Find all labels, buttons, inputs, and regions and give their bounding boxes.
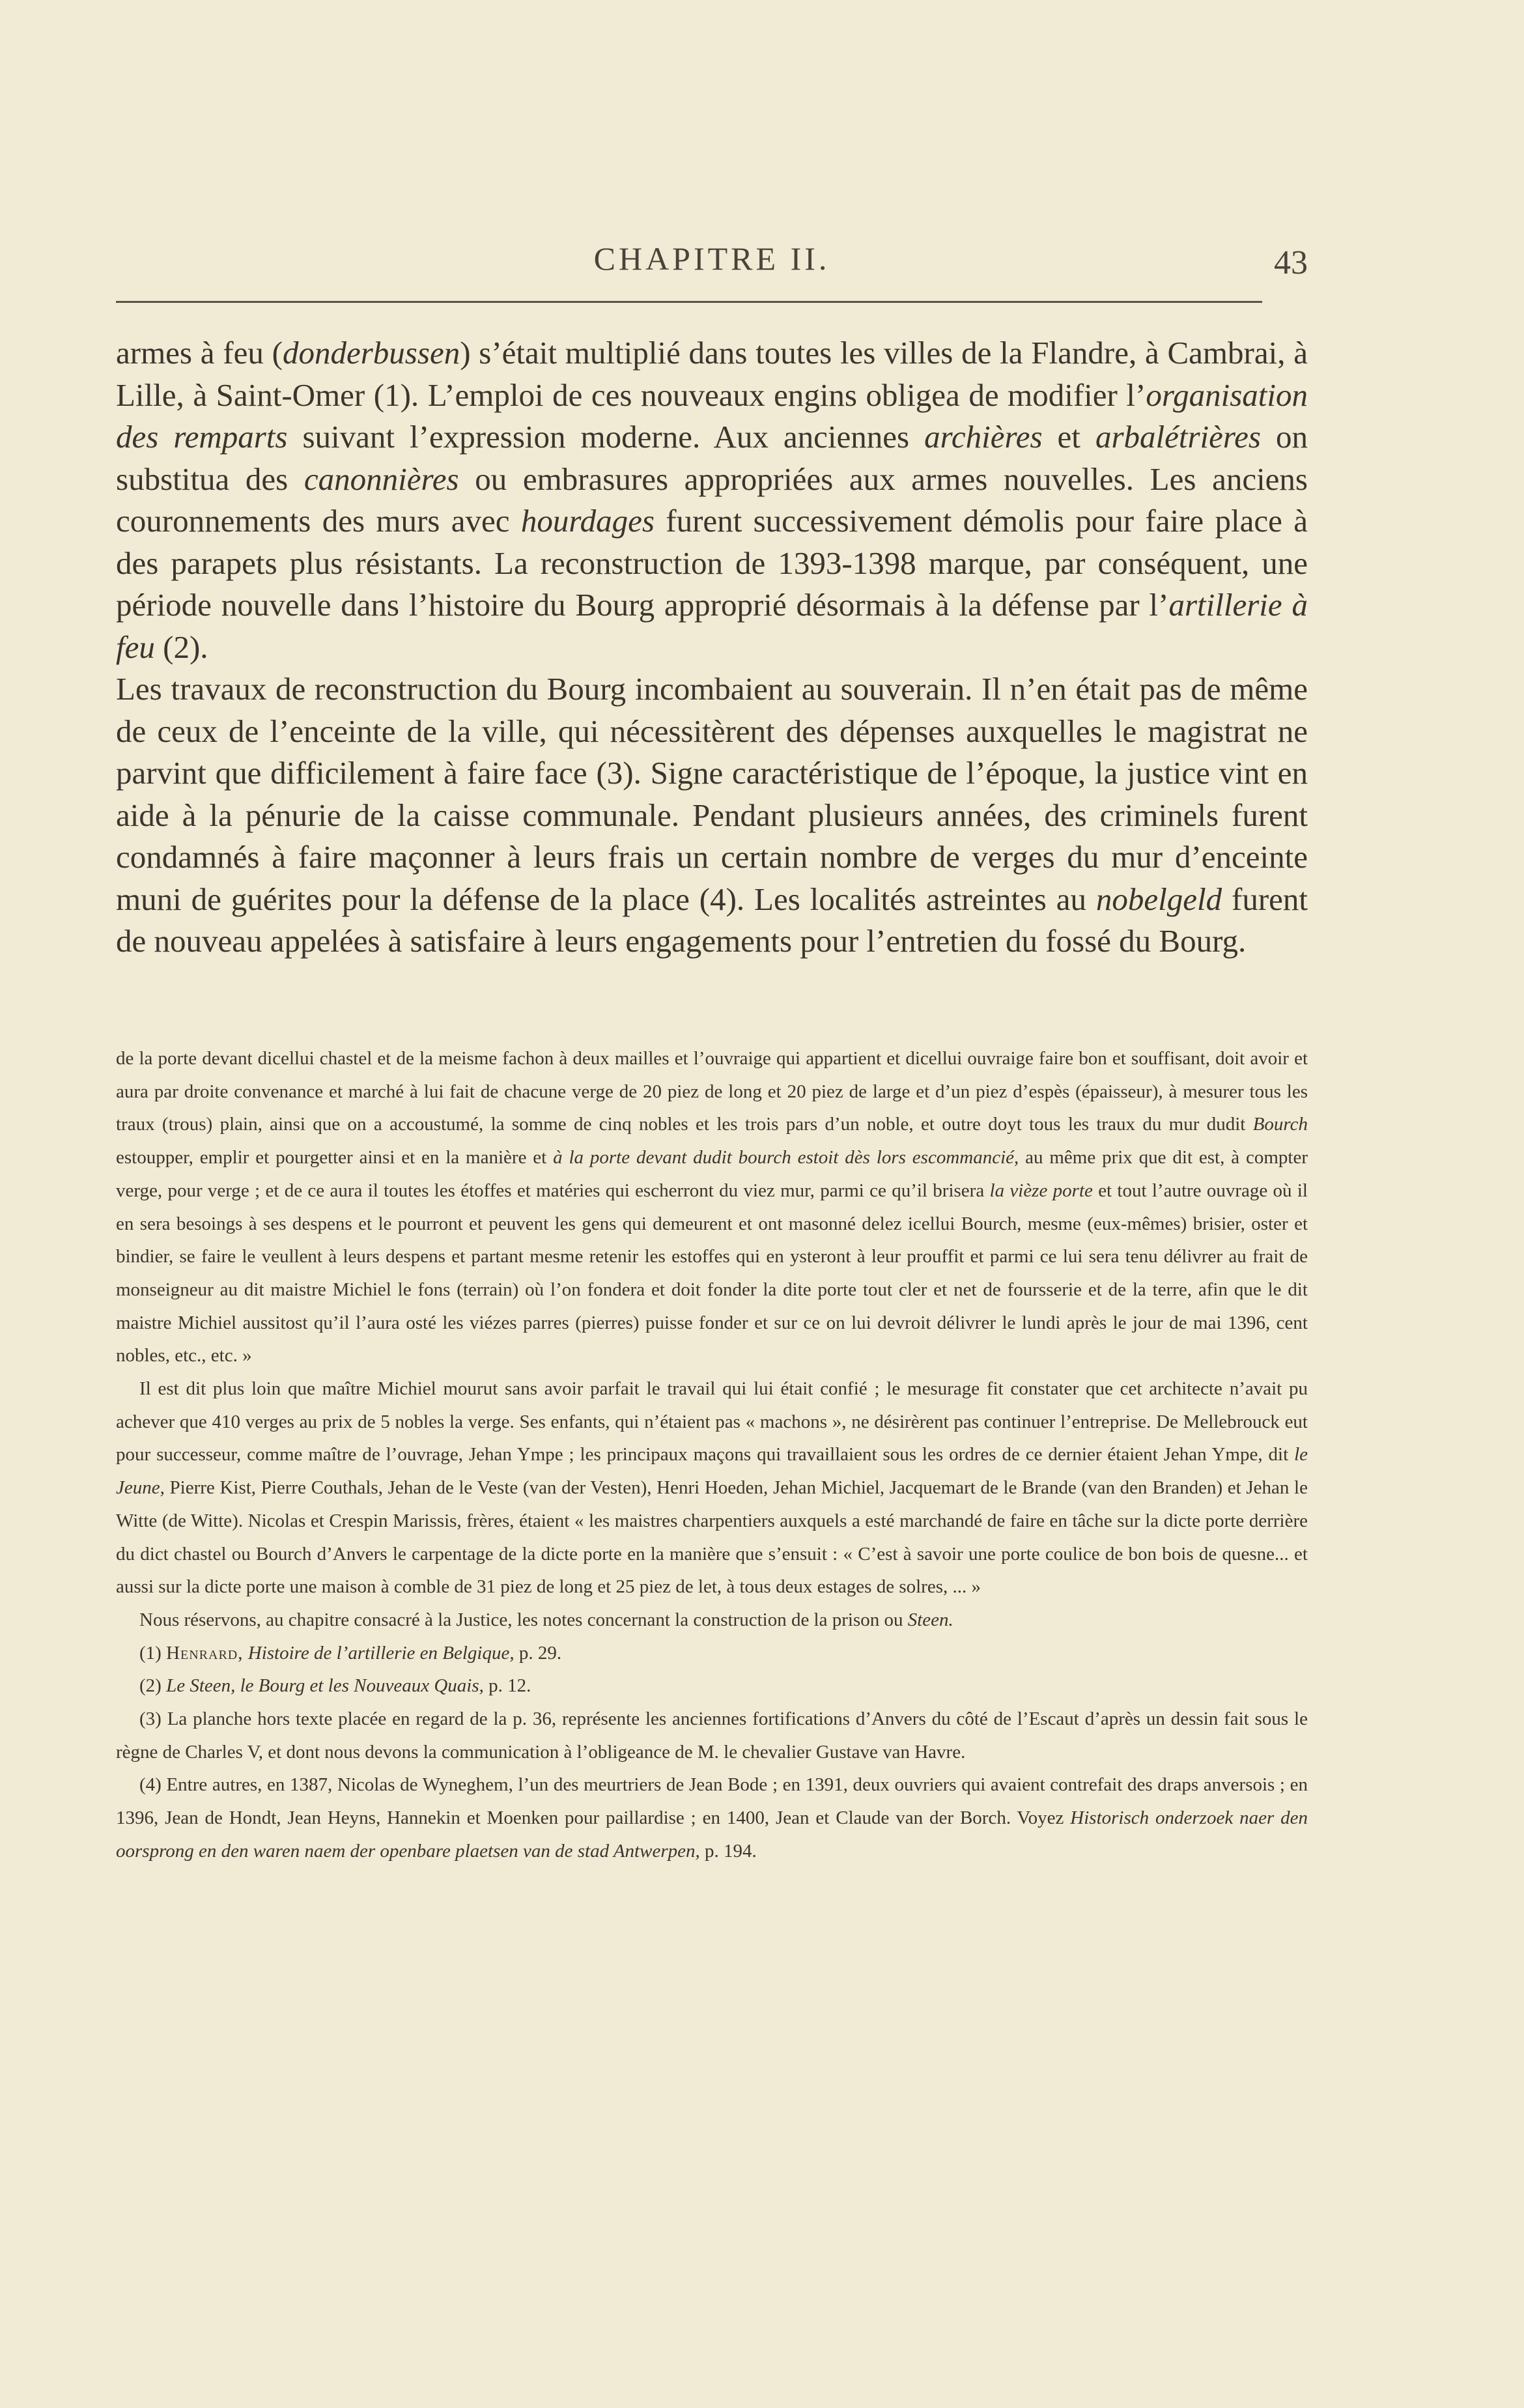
footnotes (116, 1042, 1308, 1868)
note-continuation (116, 1042, 1308, 1372)
footnote-title: Le Steen, le Bourg et les Nouveaux Quais, (166, 1675, 484, 1697)
footnote-number: (4) (139, 1774, 162, 1796)
text-run: et (1042, 419, 1095, 455)
italic-term: donderbussen (282, 335, 460, 371)
italic-term: à la porte devant dudit bourch estoit dès lors escommancié, (553, 1147, 1019, 1169)
text-run: Entre autres, en 1387, Nicolas de Wyneghem, l’un des meurtriers de Jean Bode ; en 1391, deux ouvriers qui avaient contrefait des draps anversois ; en 1396, Jean de Hondt, Jean Heyns, Hannekin et Moenken pour paillardise ; en 1400, Jean et Claude van der Borch. Voyez (116, 1774, 1308, 1829)
text-run: La planche hors texte placée en regard de la p. 36, représente les anciennes fortifications d’Anvers du côté de l’Escaut d’après un dessin fait sous le règne de Charles V, et dont nous devons la communication à l’obligeance de M. le chevalier Gustave van Havre. (116, 1708, 1308, 1763)
italic-term: Bourch (1252, 1114, 1308, 1135)
footnote-4 (116, 1768, 1308, 1867)
footnote-1 (116, 1637, 1308, 1670)
italic-term: le Jeune, (116, 1444, 1308, 1499)
footnote-number: (1) (139, 1642, 162, 1664)
paragraph-2 (116, 668, 1308, 963)
text-run: et tout l’autre ouvrage où il en sera besoings à ses despens et le pourront et peuvent les gens qui demeurent et ont masonné delez icellui Bourch, mesme (eux-mêmes) brisier, oster et bindier, se faire le veullent à leurs despens et partant mesme retenir les estoffes qui en ysteront à leur prouffit et parmi ce lui sera tenu délivrer au frait de monseigneur au dit maistre Michiel le fons (terrain) où l’on fondera et doit fonder la dite porte tout cler et net de foursserie et de la terre, afin que le dit maistre Michiel aussitost qu’il l’aura osté les viézes parres (pierres) puisse fonder et sur ce on lui devroit délivrer le lundi après le jour de mai 1396, cent nobles, etc., etc. » (116, 1180, 1308, 1367)
text-run: au même prix que dit est, à compter verge, pour verge ; et de ce aura il toutes les étoffes et matéries qui escherront du viez mur, parmi ce qu’il brisera (116, 1147, 1308, 1201)
text-run: p. 194. (699, 1840, 757, 1862)
text-run: suivant l’expression moderne. Aux anciennes (287, 419, 925, 455)
text-run: de la porte devant dicellui chastel et de la meisme fachon à deux mailles et l’ouvraige qui appartient et dicellui ouvraige faire bon et souffisant, doit avoir et aura par droite convenance et marché à lui fait de chacune verge de 20 piez de long et 20 piez de large et d’un piez d’espès (épaisseur), à mesurer tous les traux (trous) plain, ainsi que on a accoustumé, la somme de cinq nobles et les trois pars d’un noble, et outre doyt tous les traux du mur dudit (116, 1048, 1308, 1135)
text-run: ou embrasures appropriées aux armes nouvelles. Les anciens couronnements des murs avec (116, 460, 1308, 539)
italic-term: artillerie à feu (116, 587, 1308, 665)
text-run: furent successivement démolis pour faire place à des parapets plus résistants. La reconstruction de 1393-1398 marque, par conséquent, une période nouvelle dans l’histoire du Bourg approprié désormais à la défense par l’ (116, 503, 1308, 623)
page-header (116, 228, 1308, 293)
footnote-number: (3) (139, 1708, 162, 1730)
footnote-2 (116, 1669, 1308, 1703)
footnote-3 (116, 1703, 1308, 1768)
italic-term: la vièze porte (989, 1180, 1093, 1201)
main-text (116, 332, 1308, 963)
text-run: p. 29. (514, 1642, 562, 1664)
text-run: Pierre Kist, Pierre Couthals, Jehan de le Veste (van der Vesten), Henri Hoeden, Jehan Michiel, Jacquemart de le Brande (van den Branden) et Jehan le Witte (de Witte). Nicolas et Crespin Marissis, frères, étaient « les maistres charpentiers auxquels a esté marchandé de faire en tâche sur la dicte porte derrière du dict chastel ou Bourch d’Anvers le carpentage de la dicte porte en la manière que s’ensuit : « C’est à savoir une porte coulice de bon bois de quesne... et aussi sur la dicte porte une maison à comble de 31 piez de long et 25 piez de let, à tous deux estages de solres, ... » (116, 1477, 1308, 1598)
text-run: ) s’était multiplié dans toutes les villes de la Flandre, à Cambrai, à Lille, à Saint-Omer (1). L’emploi de ces nouveaux engins obligea de modifier l’ (116, 335, 1308, 413)
italic-term: arbalétrières (1095, 419, 1261, 455)
note-paragraph (116, 1372, 1308, 1604)
text-run: p. 12. (483, 1675, 531, 1697)
italic-term: Steen. (907, 1609, 953, 1630)
italic-term: archières (924, 419, 1043, 455)
text-run: (2). (154, 629, 208, 665)
paragraph-1 (116, 332, 1308, 668)
note-paragraph (116, 1604, 1308, 1637)
page-number: 43 (1274, 244, 1308, 281)
running-head: CHAPITRE II. (593, 240, 830, 277)
footnote-author: Henrard, (166, 1642, 244, 1664)
footnote-title: Histoire de l’artillerie en Belgique, (247, 1642, 515, 1664)
italic-term: canonnières (303, 460, 459, 497)
text-run: Il est dit plus loin que maître Michiel mourut sans avoir parfait le travail qui lui était confié ; le mesurage fit constater que cet architecte n’avait pu achever que 410 verges au prix de 5 nobles la verge. Ses enfants, qui n’étaient pas « machons », ne désirèrent pas continuer l’entreprise. De Mellebrouck eut pour successeur, comme maître de l’ouvrage, Jehan Ympe ; les principaux maçons qui travaillaient sous les ordres de ce dernier étaient Jehan Ympe, dit (116, 1378, 1308, 1466)
italic-term: hourdages (520, 503, 655, 539)
footnote-title: Historisch onderzoek naer den oorsprong en den waren naem der openbare plaetsen van de stad Antwerpen, (116, 1807, 1308, 1862)
text-run: Nous réservons, au chapitre consacré à la Justice, les notes concernant la construction de la prison ou (139, 1609, 908, 1630)
text-run: estoupper, emplir et pourgetter ainsi et en la manière et (116, 1147, 554, 1169)
italic-term: nobelgeld (1095, 881, 1222, 917)
text-run: armes à feu ( (116, 335, 283, 371)
text-run: Les travaux de reconstruction du Bourg incombaient au souverain. Il n’en était pas de même de ceux de l’enceinte de la ville, qui nécessitèrent des dépenses auxquelles le magistrat ne parvint que difficilement à faire face (3). Signe caractéristique de l’époque, la justice vint en aide à la pénurie de la caisse communale. Pendant plusieurs années, des criminels furent condamnés à faire maçonner à leurs frais un certain nombre de verges du mur d’enceinte muni de guérites pour la défense de la place (4). Les localités astreintes au (116, 671, 1308, 917)
text-run: furent de nouveau appelées à satisfaire à leurs engagements pour l’entretien du fossé du Bourg. (116, 881, 1308, 959)
header-rule (116, 301, 1262, 303)
footnote-number: (2) (139, 1675, 162, 1697)
text-run: on substitua des (116, 419, 1308, 497)
italic-term: organisation des remparts (116, 376, 1308, 455)
